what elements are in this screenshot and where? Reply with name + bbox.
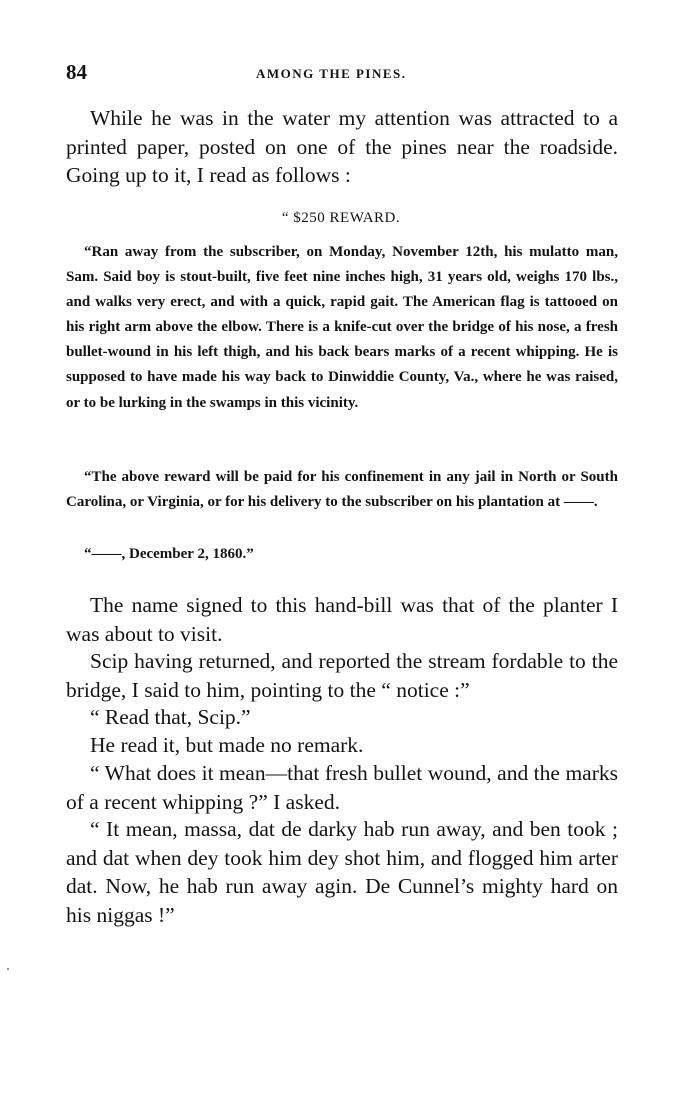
notice-title: “ $250 REWARD.	[281, 210, 401, 226]
notice-body: “Ran away from the subscriber, on Monday, November 12th, his mulatto man, Sam. Said boy is stout-built, five feet nine inches high, 31 years old, weighs 170 lbs., and walks very erect, and with a quick, rapid gait. The American flag is tattooed on his right arm above the elbow. There is a knife-cut over the bridge of his nose, a fresh bullet-wound in his left thigh, and his back bears marks of a recent whipping. He is supposed to have made his way back to Dinwiddie County, Va., where he was raised, or to be lurking in the swamps in this vicinity.	[66, 244, 618, 411]
paper-speck	[7, 968, 9, 970]
running-title: AMONG THE PINES.	[256, 66, 407, 81]
notice-reward-terms: “The above reward will be paid for his confinement in any jail in North or South Carolina, or Virginia, or for his delivery to the subscriber on his plantation at ——.	[66, 469, 618, 511]
paragraph-what-does-it-mean: “ What does it mean—that fresh bullet wound, and the marks of a recent whipping ?” I asked.	[66, 761, 618, 814]
page-header	[66, 60, 618, 86]
notice-signature: “——, December 2, 1860.”	[84, 546, 254, 562]
page-number: 84	[66, 60, 87, 84]
paragraph-scip-answer: “ It mean, massa, dat de darky hab run away, and ben took ; and dat when dey took him dey shot him, and flogged him arter dat. Now, he hab run away agin. De Cunnel’s mighty hard on his niggas !”	[66, 817, 618, 927]
intro-paragraph: While he was in the water my attention was attracted to a printed paper, posted on one of the pines near the roadside. Going up to it, I read as follows :	[66, 106, 618, 187]
paragraph-scip-returned: Scip having returned, and reported the stream fordable to the bridge, I said to him, pointing to the “ notice :”	[66, 649, 618, 702]
paragraph-no-remark: He read it, but made no remark.	[90, 733, 364, 757]
paragraph-handbill-signer: The name signed to this hand-bill was that of the planter I was about to visit.	[66, 593, 618, 646]
paragraph-read-that: “ Read that, Scip.”	[90, 705, 251, 729]
